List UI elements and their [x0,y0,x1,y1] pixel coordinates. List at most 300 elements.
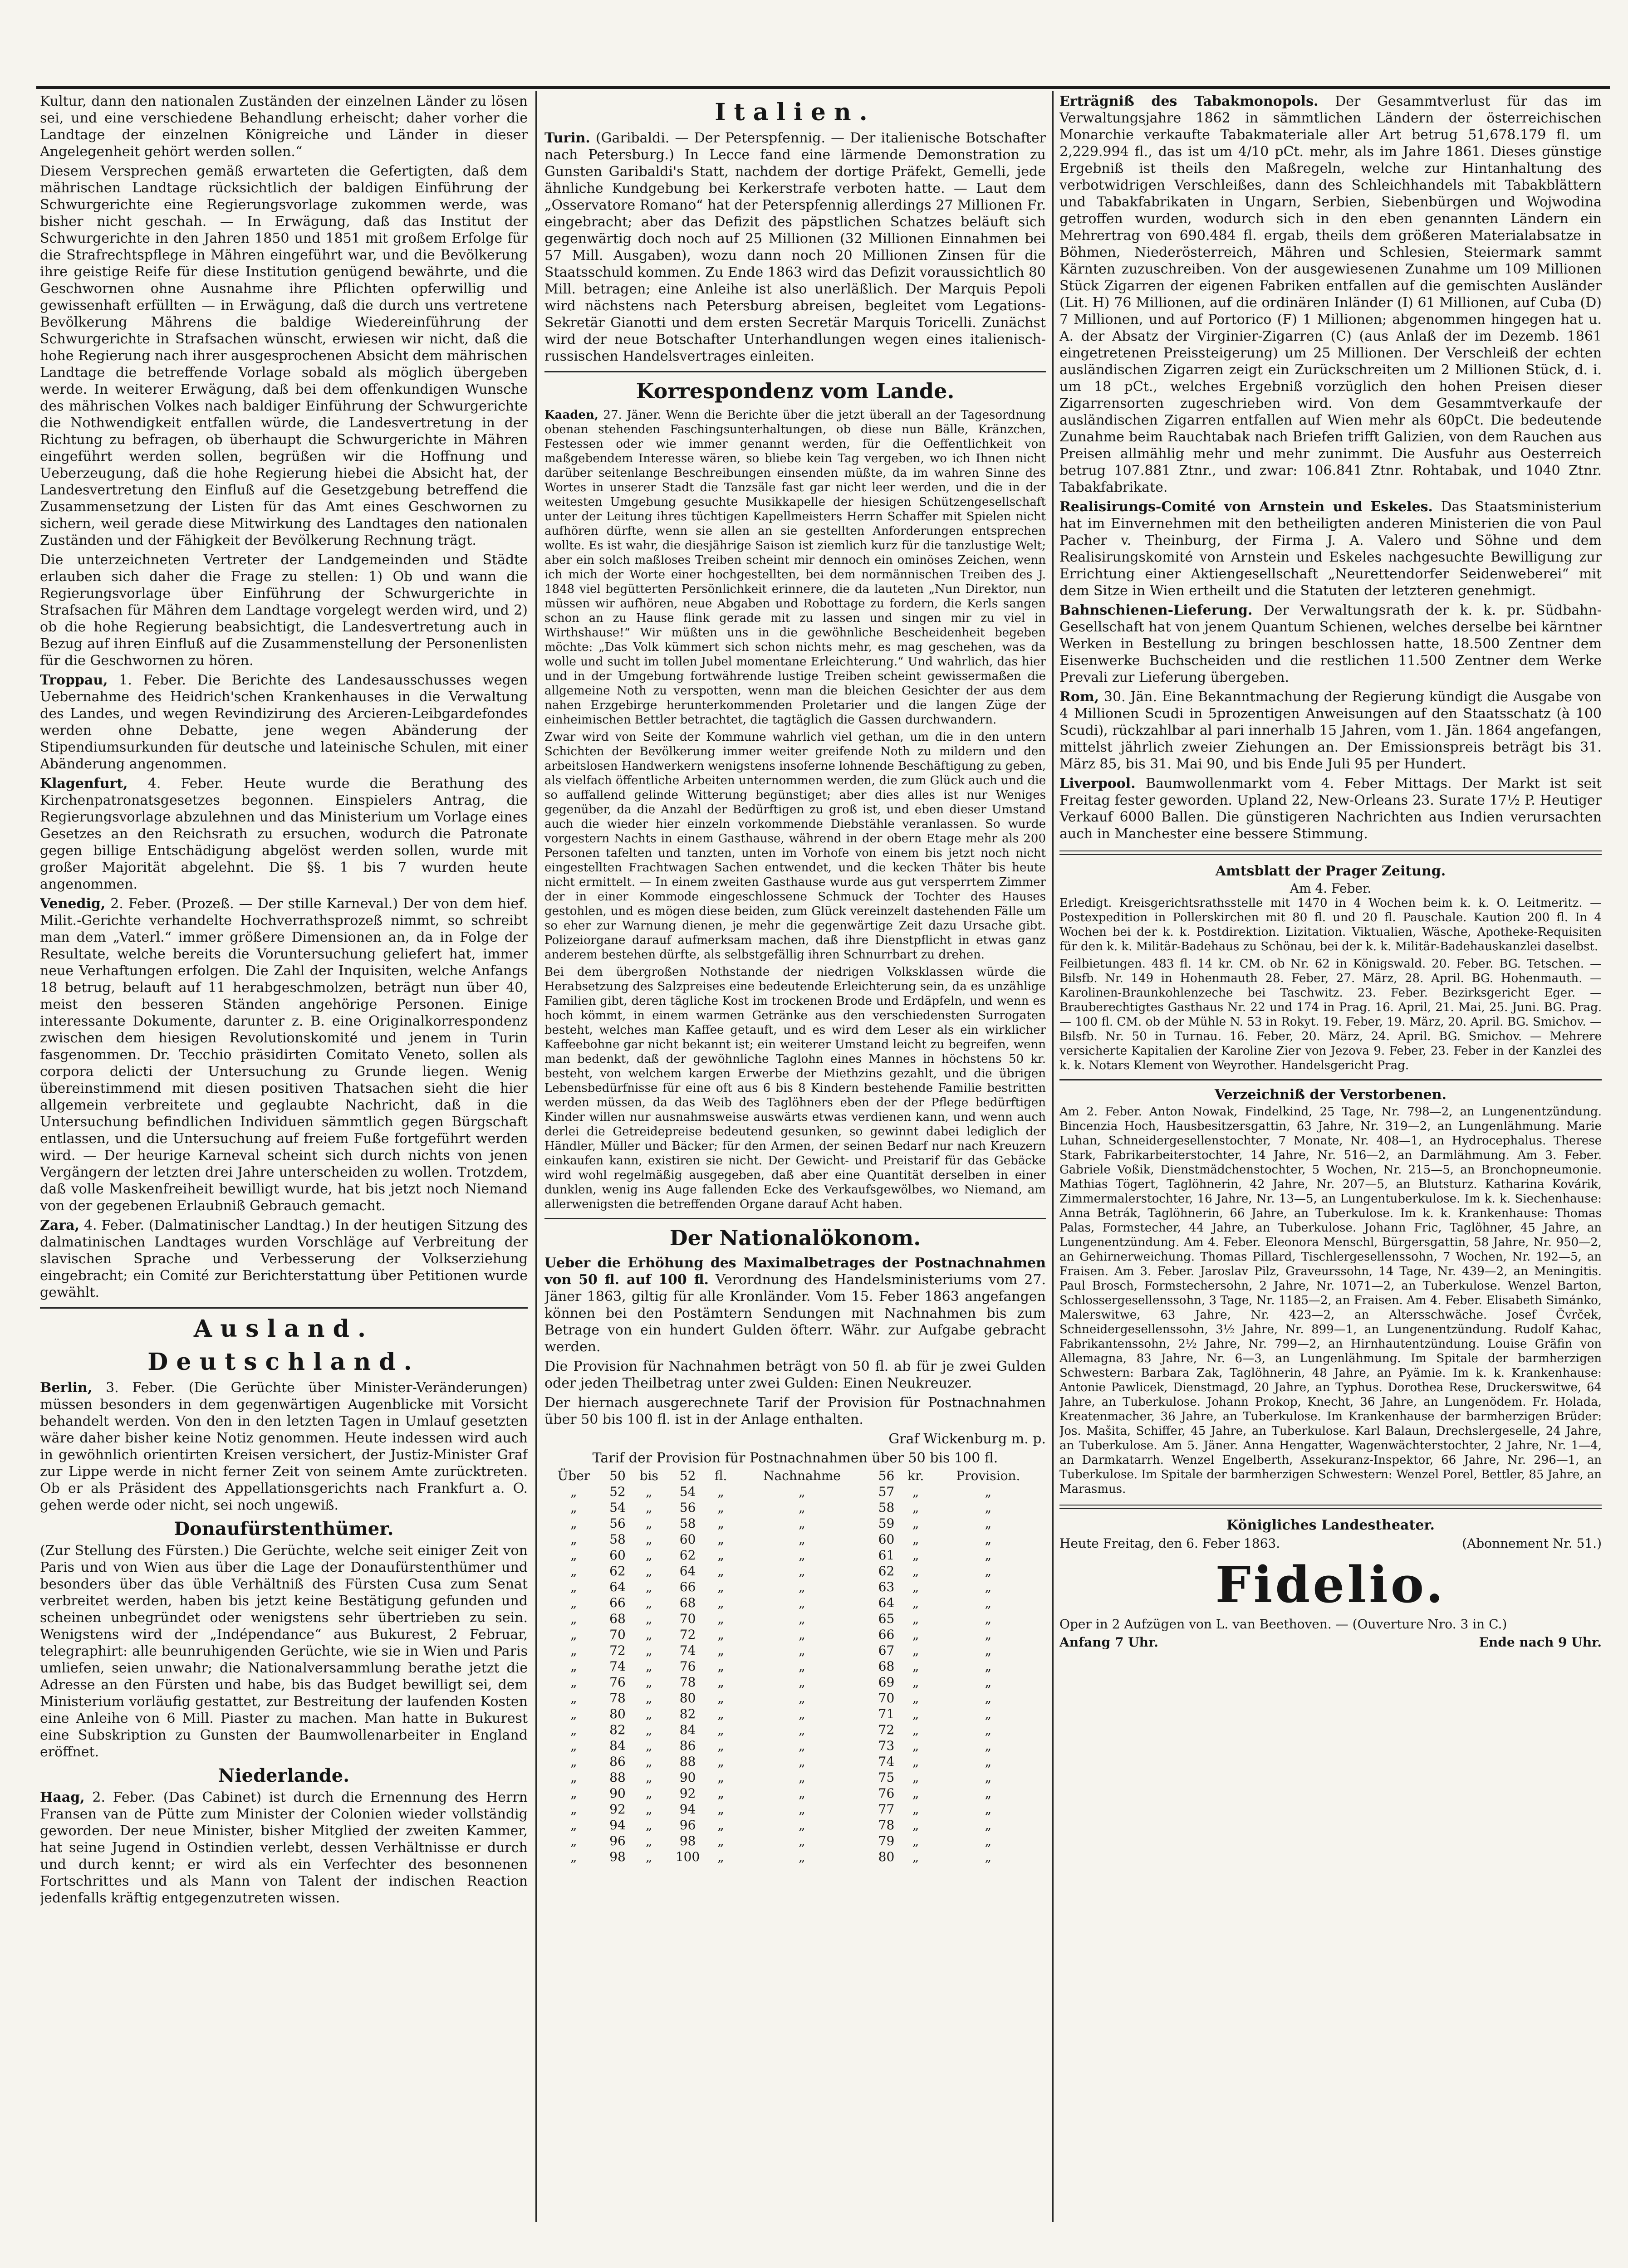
tarif-cell: „ [645,1532,652,1547]
turin-dateline: Turin. [544,130,590,146]
tarif-cell: „ [912,1754,919,1769]
tarif-cell: „ [570,1770,577,1785]
tarif-cell: „ [570,1627,577,1642]
ausland-heading: Ausland. [193,1315,374,1343]
tarif-row [544,1769,1046,1785]
tarif-cell: „ [799,1849,805,1864]
tarif-cell: „ [570,1643,577,1658]
tarif-row [544,1833,1046,1849]
zara-text: 4. Feber. (Dalmatinischer Landtag.) In der heutigen Sitzung des dalmatinischen Landtages wurden Vorschläge auf Verbreitung der slavischen Sprache und Verbesserung der Volkserziehung eingebracht; ein Comité zur Berichterstattung über Petitionen wurde gewählt. [40,1217,528,1300]
tarif-cell: 71 [878,1706,895,1721]
tarif-cell: „ [912,1500,919,1515]
troppau-dateline: Troppau, [40,672,108,688]
tarif-cell: „ [570,1579,577,1594]
tarif-cell: „ [570,1611,577,1626]
tarif-cell: „ [799,1833,805,1848]
donau-heading: Donaufürstenthümer. [174,1518,394,1540]
tarif-cell: 56 [679,1500,696,1515]
tarif-cell: „ [799,1611,805,1626]
bahn-article [1059,602,1602,686]
tarif-cell: „ [645,1818,652,1833]
tarif-cell: „ [985,1849,992,1864]
tarif-cell: „ [717,1484,724,1499]
tarif-cell: „ [985,1833,992,1848]
tarif-cell: „ [570,1722,577,1737]
column-rule-1 [535,91,537,2222]
tarif-cell: 82 [609,1722,626,1737]
section-divider [544,1218,1046,1219]
tarif-cell: „ [570,1500,577,1515]
tarif-cell: „ [645,1484,652,1499]
tarif-body [544,1484,1046,1865]
tarif-cell: 94 [609,1818,626,1833]
tarif-cell: „ [799,1595,805,1610]
tarif-cell: „ [645,1516,652,1531]
tarif-cell: „ [799,1627,805,1642]
tarif-cell: „ [717,1722,724,1737]
tarif-cell: „ [985,1754,992,1769]
kaaden-dateline: Kaaden, [544,408,598,422]
tarif-cell: „ [717,1548,724,1563]
tarif-row [544,1627,1046,1642]
tarif-cell: „ [985,1659,992,1674]
column-3 [1059,93,1602,2222]
tarif-cell: „ [985,1691,992,1706]
amtsblatt-date: Am 4. Feber. [1290,881,1372,896]
tarif-cell: „ [645,1722,652,1737]
bahn-lead: Bahnschienen-Lieferung. [1059,602,1253,618]
kaaden-article [544,408,1046,1212]
tarif-cell: „ [912,1548,919,1563]
tarif-row [544,1722,1046,1738]
natok-paragraph-2: Die Provision für Nachnahmen beträgt von 50 fl. ab für je zwei Gulden oder jeden Theilbetrag unter zwei Gulden: Einen Neukreuzer. [544,1359,1046,1391]
tarif-cell: „ [799,1754,805,1769]
tabak-lead: Erträgniß des Tabakmonopols. [1059,93,1319,109]
klagenfurt-article [40,775,528,893]
tarif-cell: „ [570,1849,577,1864]
tarif-cell: 68 [609,1611,626,1626]
tarif-cell: „ [717,1611,724,1626]
tarif-cell: „ [985,1579,992,1594]
tarif-cell: „ [645,1627,652,1642]
tarif-cell: „ [717,1691,724,1706]
tarif-cell: „ [799,1548,805,1563]
amtsblatt-body [1059,896,1602,1073]
kaaden-paragraph-3: Bei dem übergroßen Nothstande der niedrigen Volksklassen würde die Herabsetzung des Salzpreises eine bedeutende Erleichterung sein, da es unzählige Familien gibt, deren tägliche Kost im trockenen Brode und Erdäpfeln, und wenn es hoch kömmt, in einem warmen Getränke aus den verschiedensten Surrogaten besteht, welches man Kaffee getauft, und es wird dem Leser als ein wirklicher Kaffeebohne gar nicht bekannt ist; ein weiterer Umstand leicht zu begreifen, wenn man bedenkt, daß der gewöhnliche Taglohn eines Mannes in höchstens 50 kr. besteht, von welchem kargen Erwerbe der Miethzins gezahlt, und die übrigen Lebensbedürfnisse für eine oft aus 6 bis 8 Kindern bestehende Familie bestritten werden müssen, da das Weib des Taglöhners eben der der Pflege bedürftigen Kinder willen nur ausnahmsweise auswärts etwas verdienen kann, und wenn auch derlei die Getreidepreise bedeutend gesunken, so gewinnt dabei lediglich der Händler, Müller und Bäcker; für den Armen, der seinen Bedarf nur nach Kreuzern einkaufen kann, existiren sie nicht. Der Gewicht- und Preistarif für das Gebäcke wird wohl regelmäßig ausgegeben, daß aber eine Quantität derselben in einer dunklen, wenig ins Auge fallenden Ecke des Verkaufsgewölbes, wo Niemand, am allerwenigsten die betreffenden Organe darauf Acht haben. [544,965,1046,1211]
tarif-cell: „ [985,1643,992,1658]
tarif-cell: 70 [679,1611,696,1626]
tarif-cell: „ [985,1770,992,1785]
tarif-cell: 76 [679,1659,696,1674]
tarif-cell: 65 [878,1611,895,1626]
natok-signature: Graf Wickenburg m. p. [888,1431,1046,1447]
tarif-row [544,1611,1046,1627]
tarif-cell: „ [912,1627,919,1642]
tarif-cell: „ [717,1516,724,1531]
realisirung-text: Das Staatsministerium hat im Einvernehmen mit den betheiligten anderen Ministerien die von Paul Pacher v. Theinburg, der Firma J. A. Valero und Söhne und dem Realisirungskomité von Arnstein und Eskeles nachgesuchte Bewilligung zur Errichtung einer Aktiengesellschaft „Neurettendorfer Seidenweberei“ mit dem Sitze in Wien ertheilt und die Statuten der letzteren genehmigt. [1059,499,1602,599]
tarif-cell: „ [645,1738,652,1753]
natok-paragraph-3: Der hiernach ausgerechnete Tarif der Provision für Postnachnahmen über 50 bis 100 fl. ist in der Anlage enthalten. [544,1395,1046,1427]
section-divider [40,1307,528,1309]
tarif-cell: 57 [878,1484,895,1499]
tarif-cell: 66 [679,1579,696,1594]
tarif-cell: „ [570,1659,577,1674]
tarif-cell: 80 [609,1706,626,1721]
tarif-cell: „ [645,1786,652,1801]
tarif-cell: 74 [878,1754,895,1769]
tarif-cell: „ [799,1691,805,1706]
tarif-cell: „ [912,1532,919,1547]
tarif-cell: „ [912,1643,919,1658]
tarif-cell: „ [912,1849,919,1864]
turin-article [544,130,1046,365]
tarif-cell: „ [912,1706,919,1721]
tarif-cell: „ [799,1564,805,1579]
tarif-header-cell: kr. [907,1468,924,1483]
tarif-header-cell: bis [639,1468,658,1483]
tarif-row [544,1817,1046,1833]
tarif-cell: „ [570,1484,577,1499]
tarif-cell: 70 [609,1627,626,1642]
tarif-cell: „ [912,1786,919,1801]
tarif-header-row [544,1468,1046,1484]
tarif-cell: „ [912,1564,919,1579]
haag-dateline: Haag, [40,1789,85,1805]
klagenfurt-dateline: Klagenfurt, [40,776,128,792]
tarif-cell: „ [645,1849,652,1864]
tarif-cell: 88 [609,1770,626,1785]
tarif-cell: 70 [878,1691,895,1706]
tarif-row [544,1754,1046,1769]
column-rule-2 [1052,91,1054,2222]
tarif-heading: Tarif der Provision für Postnachnahmen über 50 bis 100 fl. [592,1450,998,1466]
tarif-row [544,1690,1046,1706]
berlin-dateline: Berlin, [40,1380,93,1396]
tarif-cell: 62 [609,1564,626,1579]
tarif-cell: „ [985,1818,992,1833]
turin-text: (Garibaldi. — Der Peterspfennig. — Der italienische Botschafter nach Petersburg.) In Lecce fand eine lärmende Demonstration zu Gunsten Garibaldi's Statt, nachdem der dortige Präfekt, Gemelli, jede ähnliche Kundgebung bei Kerkerstrafe verboten hatte. — Laut dem „Osservatore Romano“ hat der Peterspfennig allerdings 27 Millionen Fr. eingebracht; aber das Defizit des päpstlichen Schatzes beläuft sich gegenwärtig doch noch auf 25 Millionen (32 Millionen Einnahmen bei 57 Mill. Ausgaben), wozu dann noch 20 Millionen Zinsen für die Staatsschuld kommen. Zu Ende 1863 wird das Defizit voraussichtlich 80 Mill. betragen; eine Anleihe ist also unerläßlich. Der Marquis Pepoli wird nächstens nach Petersburg abreisen, begleitet vom Legations-Sekretär Gianotti und dem ersten Secretär Marquis Toricelli. Zunächst wird der neue Botschafter Unterhandlungen wegen eines italienisch-russischen Handelsvertrages einleiten. [544,130,1046,364]
tarif-cell: „ [717,1833,724,1848]
petition-paragraph-2: Die unterzeichneten Vertreter der Landgemeinden und Städte erlauben sich daher die Frage zu stellen: 1) Ob und wann die Regierungsvorlage über Einführung der Schwurgerichte in Strafsachen für Mähren dem Landtage vorgelegt werden wird, und 2) ob die hohe Regierung beabsichtigt, die Landesvertretung auch in Bezug auf ihren Einfluß auf die Zusammenstellung der Personenlisten für die Geschwornen zu hören. [40,552,528,669]
korrespondenz-heading: Korrespondenz vom Lande. [636,379,955,403]
tarif-cell: „ [570,1691,577,1706]
tarif-cell: „ [645,1706,652,1721]
tarif-cell: „ [645,1548,652,1563]
tarif-cell: 72 [878,1722,895,1737]
tarif-cell: „ [912,1484,919,1499]
tarif-cell: 63 [878,1579,895,1594]
tarif-cell: 84 [609,1738,626,1753]
tarif-cell: „ [645,1643,652,1658]
tarif-cell: 76 [878,1786,895,1801]
tarif-cell: 92 [679,1786,696,1801]
troppau-article [40,672,528,772]
tarif-cell: 76 [609,1675,626,1690]
theater-note [1059,1617,1602,1632]
tarif-cell: „ [570,1548,577,1563]
tarif-cell: „ [985,1532,992,1547]
tarif-cell: „ [799,1706,805,1721]
tarif-cell: „ [570,1706,577,1721]
tarif-cell: „ [912,1833,919,1848]
haag-text: 2. Feber. (Das Cabinet) ist durch die Ernennung des Herrn Fransen van de Pütte zum Minister der Colonien wieder vollständig geworden. Der neue Minister, bisher Mitglied der zweiten Kammer, hat seine Jugend in Ostindien verlebt, dessen Verhältnisse er durch und durch kennt; er wird als ein Verfechter des besonnenen Fortschrittes und als Mann von Talent der indischen Reaction jedenfalls kräftig entgegenzutreten wissen. [40,1789,528,1906]
tarif-cell: „ [717,1532,724,1547]
tarif-cell: „ [570,1754,577,1769]
tarif-cell: „ [645,1833,652,1848]
tarif-cell: 80 [878,1849,895,1864]
tarif-cell: „ [717,1738,724,1753]
venedig-article [40,895,528,1214]
tarif-cell: „ [799,1722,805,1737]
tarif-cell: „ [645,1675,652,1690]
tarif-cell: „ [717,1706,724,1721]
feilbietungen-text: Feilbietungen. 483 fl. 14 kr. CM. ob Nr. 62 in Königswald. 20. Feber. BG. Tetschen. — Bilsfb. Nr. 149 in Hohenmauth 28. Feber, 27. März, 28. April. BG. Hohenmauth. — Karolinen-Braunkohlenzeche bei Taschwitz. 23. Feber. Bezirksgericht Eger. — Brauberechtigtes Gasthaus Nr. 22 und 174 in Prag. 16. April, 21. Mai, 25. Juni. BG. Prag. — 100 fl. CM. ob der Mühle N. 53 in Rokyt. 19. Feber, 19. März, 20. April. BG. Smichov. — Bilsfb. Nr. 50 in Turnau. 16. Feber, 20. März, 24. April. BG. Smichov. — Mehrere versicherte Kapitalien der Karoline Zier von Jezova 9. Feber, 23. Feber in der Kanzlei des k. k. Notars Klement von Weyrother. Handelsgericht Prag. [1059,957,1602,1072]
tarif-cell: „ [570,1738,577,1753]
tarif-cell: 74 [609,1659,626,1674]
tarif-cell: „ [799,1516,805,1531]
tarif-cell: 62 [878,1564,895,1579]
tarif-header-cell: 50 [609,1468,626,1483]
tarif-cell: 84 [679,1722,696,1737]
tarif-cell: „ [570,1675,577,1690]
tarif-cell: „ [985,1611,992,1626]
natok-lead: Ueber die Erhöhung des Maximalbetrages der Postnachnahmen von 50 fl. auf 100 fl. [544,1255,1046,1288]
tarif-cell: 52 [609,1484,626,1499]
berlin-article [40,1379,528,1514]
tarif-cell: „ [912,1516,919,1531]
tarif-cell: „ [645,1500,652,1515]
tarif-cell: „ [985,1548,992,1563]
tarif-cell: 88 [679,1754,696,1769]
tarif-cell: „ [717,1802,724,1817]
tarif-cell: „ [717,1595,724,1610]
tarif-cell: „ [570,1786,577,1801]
tarif-cell: 56 [609,1516,626,1531]
tarif-row [544,1515,1046,1531]
nationaloekonom-heading: Der Nationalökonom. [669,1226,921,1250]
rom-dateline: Rom, [1059,689,1099,705]
tarif-cell: „ [799,1770,805,1785]
tarif-cell: 69 [878,1675,895,1690]
tarif-cell: „ [645,1754,652,1769]
tarif-cell: „ [985,1500,992,1515]
tarif-cell: 60 [878,1532,895,1547]
theater-heading: Königliches Landestheater. [1226,1517,1435,1533]
liverpool-text: Baumwollenmarkt vom 4. Feber Mittags. Der Markt ist seit Freitag fester geworden. Upland 22, New-Orleans 23. Surate 17½ P. Heutiger Verkauf 6000 Ballen. Die günstigeren Nachrichten aus Indien verursachten auch in Manchester eine bessere Stimmung. [1059,776,1602,842]
tarif-cell: „ [799,1786,805,1801]
tarif-cell: „ [717,1786,724,1801]
tarif-row [544,1642,1046,1658]
tarif-cell: „ [912,1595,919,1610]
tarif-cell: 61 [878,1548,895,1563]
liverpool-article [1059,775,1602,842]
theater-start: Anfang 7 Uhr. [1059,1635,1158,1650]
tarif-cell: „ [717,1564,724,1579]
tarif-cell: „ [645,1564,652,1579]
troppau-text: 1. Feber. Die Berichte des Landesausschusses wegen Uebernahme des Heidrich'schen Krankenhauses in die Verwaltung des Landes, und wegen Revindizirung des Arcieren-Leibgardefondes werden ohne Debatte, jene wegen Abänderung der Stipendiumsurkunden für deutsche und lateinische Schulen, mit einer Abänderung angenommen. [40,672,528,772]
tarif-cell: „ [799,1675,805,1690]
rom-article [1059,689,1602,772]
tarif-cell: 58 [609,1532,626,1547]
section-divider [1059,1505,1602,1509]
tarif-cell: 62 [679,1548,696,1563]
tarif-cell: „ [799,1484,805,1499]
tarif-row [544,1801,1046,1817]
tarif-cell: „ [570,1564,577,1579]
tarif-cell: „ [570,1833,577,1848]
tarif-cell: „ [799,1802,805,1817]
tarif-cell: „ [645,1659,652,1674]
natok-text: Verordnung des Handelsministeriums vom 27. Jäner 1863, giltig für alle Kronländer. Vom 15. Feber 1863 angefangen können bei den Postämtern Sendungen mit Nachnahmen bis zum Betrage von ein hundert Gulden öfterr. Währ. zur Aufgabe gebracht werden. [544,1272,1046,1355]
tarif-cell: „ [570,1516,577,1531]
zara-article [40,1217,528,1301]
tarif-row [544,1500,1046,1515]
tarif-cell: 80 [679,1691,696,1706]
tarif-cell: „ [985,1706,992,1721]
tarif-cell: „ [799,1659,805,1674]
tarif-row [544,1738,1046,1754]
tarif-cell: „ [717,1500,724,1515]
venedig-text: 2. Feber. (Prozeß. — Der stille Karneval.) Der von dem hief. Milit.-Gerichte verhandelte Hochverrathsprozeß nimmt, so schreibt man dem „Vaterl.“ immer größere Dimensionen an, da in Folge der Resultate, welche bereits die Voruntersuchung geliefert hat, immer neue Verhaftungen erfolgen. Die Zahl der Inquisiten, welche Anfangs 18 betrug, belauft auf 11 herabgeschmolzen, beträgt nun über 40, meist den besseren Ständen angehörige Personen. Einige interessante Dokumente, darunter z. B. eine Originalkorrespondenz zwischen dem hiesigen Revolutionskomité und jenem in Turin fasgenommen. Dr. Tecchio präsidirten Comitato Veneto, sollen als corpora delicti der Untersuchung zu Grunde liegen. Wenig übereinstimmend mit diesen positiven Thatsachen sieht die hier allgemein verbreitete und geglaubte Nachricht, daß in die Untersuchung befindlichen Individuen sämmtlich gegen Bürgschaft entlassen, und die Untersuchung auf freiem Fuße fortgeführt werden wird. — Der heurige Karneval scheint sich durch nichts von jenen Vergängern der letzten drei Jahre unterscheiden zu wollen. Trotzdem, daß volle Maskenfreiheit bewilligt wurde, hat bis jetzt noch Niemand von der gegebenen Erlaubniß Gebrauch gemacht. [40,896,528,1214]
tarif-cell: 54 [679,1484,696,1499]
tarif-cell: 72 [609,1643,626,1658]
tarif-cell: 77 [878,1802,895,1817]
realisirung-article [1059,499,1602,599]
realisirung-lead: Realisirungs-Comité von Arnstein und Eskeles. [1059,499,1433,515]
tarif-cell: „ [912,1818,919,1833]
tarif-header-cell: Über [557,1468,590,1483]
tarif-row [544,1531,1046,1547]
tarif-cell: „ [985,1627,992,1642]
tarif-cell: „ [717,1770,724,1785]
tarif-cell: 96 [679,1818,696,1833]
tarif-cell: „ [912,1579,919,1594]
tarif-cell: „ [912,1675,919,1690]
tarif-row [544,1674,1046,1690]
tarif-cell: 60 [609,1548,626,1563]
tarif-cell: „ [912,1802,919,1817]
tarif-row [544,1785,1046,1801]
tarif-cell: 60 [679,1532,696,1547]
klagenfurt-text: 4. Feber. Heute wurde die Berathung des Kirchenpatronatsgesetzes begonnen. Einspielers Antrag, die Regierungsvorlage abzulehnen und das Ministerium um Vorlage eines Gesetzes an den Reichsrath zu ersuchen, wodurch die Patronate gegen billige Entschädigung abgelöst werden sollen, wurde mit großer Majorität abgelehnt. Die §§. 1 bis 7 wurden heute angenommen. [40,776,528,892]
tarif-cell: 100 [675,1849,700,1864]
section-divider [1059,850,1602,855]
tarif-cell: 64 [679,1564,696,1579]
column-2 [544,93,1046,2222]
tarif-cell: „ [912,1722,919,1737]
tarif-cell: „ [799,1500,805,1515]
verstorbene-text: Am 2. Feber. Anton Nowak, Findelkind, 25 Tage, Nr. 798—2, an Lungenentzündung. Bincenzia Hoch, Hausbesitzersgattin, 63 Jahre, Nr. 319—2, an Lungenlähmung. Marie Luhan, Schneidergesellenstochter, 7 Monate, Nr. 408—1, an Hydrocephalus. Therese Stark, Fabrikarbeiterstochter, 14 Jahre, Nr. 516—2, an Darmlähmung. Am 3. Feber. Gabriele Voßik, Dienstmädchenstochter, 5 Wochen, Nr. 215—5, an Bronchopneumonie. Mathias Tögert, Taglöhnerin, 42 Jahre, Nr. 207—5, an Blutsturz. Katharina Kovárik, Zimmermalerstochter, 16 Jahre, Nr. 13—5, an Lungentuberkulose. Im k. k. Siechenhause: Anna Betrák, Taglöhnerin, 66 Jahre, an Tuberkulose. Im k. k. Krankenhause: Thomas Palas, Formstecher, 44 Jahre, an Tuberkulose. Johann Fric, Taglöhner, 45 Jahre, an Lungenentzündung. Am 4. Feber. Eleonora Menschl, Bürgersgattin, 58 Jahre, Nr. 950—2, an Gehirnerweichung. Thomas Pillard, Tischlergesellenssohn, 7 Wochen, Nr. 192—5, an Fraisen. Am 3. Feber. Jaroslav Pilz, Graveurssohn, 14 Tage, Nr. 439—2, an Meningitis. Paul Brosch, Formstechersohn, 2 Jahre, Nr. 1071—2, an Tuberkulose. Wenzel Barton, Schlossergesellenssohn, 3 Tage, Nr. 1185—2, an Fraisen. Am 4. Feber. Elisabeth Simánko, Malerswitwe, 63 Jahre, Nr. 423—2, an Altersschwäche. Josef Čvrček, Schneidergesellenssohn, 3½ Jahre, Nr. 899—1, an Lungenentzündung. Rudolf Kahac, Fabrikantenssohn, 2½ Jahre, Nr. 799—2, an Hirnhautentzündung. Louise Gräfin von Allemagna, 83 Jahre, Nr. 6—3, an Lungenlähmung. Im Spitale der barmherzigen Schwestern: Barbara Zak, Taglöhnerin, 48 Jahre, an Pyämie. Im k. k. Krankenhause: Antonie Pawlicek, Dienstmagd, 20 Jahre, an Typhus. Dorothea Rese, Druckerswitwe, 64 Jahre, an Tuberkulose. Johann Prokop, Knecht, 36 Jahre, an Lungenödem. Fr. Holada, Kreatenmacher, 36 Jahre, an Tuberkulose. Im Krankenhause der barmherzigen Brüder: Jos. Mašita, Schiffer, 45 Jahre, an Tuberkulose. Karl Balaun, Drechslergeselle, 24 Jahre, an Tuberkulose. Am 5. Jäner. Anna Hengatter, Wagenwächterstochter, 2 Jahre, Nr. 1—4, an Darmkatarrh. Wenzel Engelberth, Assekuranz-Inspektor, 66 Jahre, Nr. 296—1, an Tuberkulose. Im Spitale der barmherzigen Schwestern: Wenzel Porel, Bettler, 85 Jahre, an Marasmus. [1059,1105,1602,1496]
tarif-cell: „ [985,1738,992,1753]
tarif-cell: 78 [679,1675,696,1690]
tarif-cell: 64 [609,1579,626,1594]
tarif-cell: „ [799,1643,805,1658]
tarif-header-cell: Provision. [956,1468,1020,1483]
theater-abonnement: (Abonnement Nr. 51.) [1462,1536,1602,1551]
kaaden-paragraph-2: Zwar wird von Seite der Kommune wahrlich viel gethan, um die in den untern Schichten der Bevölkerung immer weiter greifende Noth zu mildern und den arbeitslosen Handwerkern wenigstens insoferne lohnende Beschäftigung zu geben, als vielfach öffentliche Arbeiten unternommen werden, die zum Glück auch und die so auffallend gelinde Witterung begünstiget; aber dies alles ist nur Weniges gegenüber, da die Anzahl der Bedürftigen zu groß ist, und eben dieser Umstand auch die wieder hier einzeln vorkommende Diebstähle veranlassen. So wurde vorgestern Nachts in einem Gasthause, während in der obern Etage mehr als 200 Personen tafelten und tanzten, unten im Vorhofe von einem bis jetzt noch nicht eingestellten Frachtwagen Sachen entwendet, und die kecken Thäter bis heute nicht ermittelt. — In einem zweiten Gasthause wurde aus gut versperrtem Zimmer der in einer Kommode eingeschlossene Schmuck der Tochter des Hauses gestohlen, und es mögen diese beiden, zum Glück vereinzelt dastehenden Fälle um so eher zur Warnung dienen, je mehr die gegenwärtige Zeit dazu Ursache gibt. Polizeiorgane darauf aufmerksam machen, daß ihre Dienstpflicht in etwas ganz anderem bestehen dürfte, als selbstgefällig ihren Schnurrbart zu drehen. [544,730,1046,962]
tarif-cell: „ [717,1849,724,1864]
natok-article [544,1255,1046,1355]
tarif-cell: 67 [878,1643,895,1658]
petition-paragraph-1: Diesem Versprechen gemäß erwarteten die Gefertigten, daß dem mährischen Landtage rücksichtlich der baldigen Einführung der Schwurgerichte eine Regierungsvorlage zukommen werde, was bisher nicht geschah. — In Erwägung, daß das Institut der Schwurgerichte in den Jahren 1850 und 1851 mit großem Erfolge für die Strafrechtspflege in Mähren eingeführt war, und die Bevölkerung ihre geistige Reife für diese Institution genügend bewährte, und die Geschwornen ohne Ausnahme ihre Pflichten opferwillig und gewissenhaft erfüllten — in Erwägung, daß die durch uns vertretene Bevölkerung Mährens die baldige Wiedereinführung der Schwurgerichte in Strafsachen wünscht, erwiesen wir nicht, daß die hohe Regierung nach ihrer ausgesprochenen Absicht dem mährischen Landtage die betreffende Vorlage sobald als möglich übergeben werde. In weiterer Erwägung, daß bei dem offenkundigen Wunsche des mährischen Volkes nach baldiger Einführung der Schwurgerichte die Nothwendigkeit entfallen würde, die Landesvertretung in der Richtung zu befragen, ob überhaupt die Schwurgerichte in Mähren eingeführt werden sollen, begrüßen wir die Hoffnung und Ueberzeugung, daß die hohe Regierung hiebei die Absicht hat, der Landesvertretung den Einfluß auf die Gesetzgebung betreffend die Zusammensetzung der Listen für das Amt eines Geschwornen zu sichern, weil gerade diese Mitwirkung des Landtages den nationalen Zuständen und der Fähigkeit der Bevölkerung Rechnung trägt. [40,163,528,548]
tarif-cell: 92 [609,1802,626,1817]
tarif-row [544,1547,1046,1563]
rom-text: 30. Jän. Eine Bekanntmachung der Regierung kündigt die Ausgabe von 4 Millionen Scudi in 5prozentigen Anweisungen auf den Staatsschatz (à 100 Scudi), rückzahlbar al pari innerhalb 15 Jahren, vom 1. Jän. 1864 angefangen, mittelst jährlich zweier Ziehungen an. Der Emissionspreis beträgt bis 31. März 85, bis 31. Mai 90, und bis Ende Juli 95 per Hundert. [1059,689,1602,772]
tarif-cell: 68 [679,1595,696,1610]
berlin-text: 3. Feber. (Die Gerüchte über Minister-Veränderungen) müssen besonders in dem gegenwärtigen Augenblicke mit Vorsicht behandelt werden. Von den in den letzten Tagen in Umlauf gesetzten wäre daher bisher keine Notiz genommen. Heute indessen wird auch in gewöhnlich orientirten Kreisen versichert, der Justiz-Minister Graf zur Lippe werde in nicht ferner Zeit von seinem Amte zurücktreten. Ob er als Präsident des Appellationsgerichts nach Frankfurt a. O. gehen werde oder nicht, sei noch ungewiß. [40,1380,528,1513]
tarif-cell: „ [985,1484,992,1499]
verstorbene-heading: Verzeichniß der Verstorbenen. [1215,1087,1447,1103]
tarif-header-cell: fl. [714,1468,727,1483]
verstorbene-body [1059,1105,1602,1496]
theater-date-row [1059,1536,1602,1551]
tarif-cell: 54 [609,1500,626,1515]
tarif-cell: „ [912,1691,919,1706]
tarif-cell: 59 [878,1516,895,1531]
tarif-cell: „ [985,1802,992,1817]
tarif-cell: „ [717,1627,724,1642]
tarif-cell: „ [717,1579,724,1594]
tarif-cell: 90 [679,1770,696,1785]
tarif-cell: 58 [679,1516,696,1531]
tarif-cell: „ [799,1818,805,1833]
tarif-cell: „ [912,1611,919,1626]
tarif-cell: „ [985,1595,992,1610]
tarif-cell: „ [799,1579,805,1594]
tarif-cell: 79 [878,1833,895,1848]
kaaden-paragraph-1 [544,408,1046,727]
tarif-header-cell: Nachnahme [763,1468,841,1483]
theater-note-text: Oper in 2 Aufzügen von L. van Beethoven. — (Ouverture Nro. 3 in C.) [1059,1617,1507,1632]
tarif-cell: 98 [609,1849,626,1864]
italien-heading: Italien. [715,98,876,126]
tarif-cell: 66 [878,1627,895,1642]
venedig-dateline: Venedig, [40,896,106,912]
tarif-cell: „ [985,1786,992,1801]
tarif-cell: „ [570,1595,577,1610]
niederlande-heading: Niederlande. [218,1765,350,1786]
bahn-text: Der Verwaltungsrath der k. k. pr. Südbahn-Gesellschaft hat von jenem Quantum Schienen, welches derselbe bei kärntner Werken in Bestellung zu bringen beschlossen hatte, 18.500 Zentner dem Eisenwerke Buchscheiden und die restlichen 11.500 Zentner dem Werke Prevali zur Lieferung übergeben. [1059,602,1602,685]
haag-article [40,1789,528,1906]
tarif-cell: 94 [679,1802,696,1817]
tarif-cell: „ [985,1564,992,1579]
tarif-cell: „ [717,1818,724,1833]
tarif-cell: „ [985,1722,992,1737]
theater-times [1059,1635,1602,1650]
tarif-row [544,1563,1046,1579]
tarif-row [544,1579,1046,1595]
tarif-cell: 78 [878,1818,895,1833]
tarif-header-cell: 56 [878,1468,895,1483]
tarif-cell: „ [645,1802,652,1817]
tarif-cell: „ [717,1643,724,1658]
tarif-row [544,1706,1046,1722]
tabak-text: Der Gesammtverlust für das im Verwaltungsjahre 1862 in sämmtlichen Ländern der österreichischen Monarchie verkaufte Tabakmateriale aller Art betrug 51,678.179 fl. um 2,229.994 fl., das ist um 4/10 pCt. mehr, als im Jahre 1861. Dieses günstige Ergebniß ist theils den Maßregeln, welche zur Hintanhaltung des verbotwidrigen Verschleißes, dann des Schleichhandels mit Tabakblättern und Tabakfabrikaten in Ungarn, Serbien, Siebenbürgen und Wojwodina getroffen wurden, wodurch sich in den eben genannten Ländern ein Mehrertrag von 690.484 fl. ergab, theils dem größeren Materialabsatze in Böhmen, Niederösterreich, Mähren und Schlesien, Steiermark sammt Kärnten zuzuschreiben. Von der ausgewiesenen Zunahme um 109 Millionen Stück Zigarren der eigenen Fabriken entfallen auf die gemischten Ausländer (Lit. H) 76 Millionen, auf die ordinären Inländer (I) 61 Millionen, auf Cuba (D) 7 Millionen, und auf Portorico (F) 1 Millionen; abgenommen hingegen hat u. A. der Absatz der Virginier-Zigarren (C) (aus Anlaß der im Dezemb. 1861 eingetretenen Preissteigerung) um 25 Millionen. Der Verschleiß der echten ausländischen Zigarren zeigt ein Zurückschreiten um 2 Millionen Stück, d. i. um 18 pCt., welches Ergebniß vorzüglich den hohen Preisen dieser Zigarrensorten zugeschrieben wird. Von dem Gesammtverkaufe der ausländischen Zigarren entfallen auf Wien mehr als 60pCt. Die bedeutende Zunahme beim Rauchtabak nach Briefen trifft Galizien, von dem Rauchen aus Preisen allmählig mehr und mehr zunimmt. Die Ausfuhr aus Oesterreich betrug 107.881 Ztnr., und zwar: 106.841 Ztnr. Rohtabak, und 1040 Ztnr. Tabakfabrikate. [1059,93,1602,495]
tarif-cell: „ [645,1770,652,1785]
tarif-cell: „ [717,1675,724,1690]
top-rule [36,86,1610,89]
section-divider [544,371,1046,372]
tarif-cell: „ [912,1738,919,1753]
intro-paragraph: Kultur, dann den nationalen Zuständen der einzelnen Länder zu lösen sei, und eine verschiedene Behandlung erheischt; daher vorher die Landtage der einzelnen Königreiche und Länder in dieser Angelegenheit gehört werden sollen.“ [40,93,528,160]
tarif-row [544,1595,1046,1611]
tarif-header-cell: 52 [679,1468,696,1483]
tarif-cell: 86 [609,1754,626,1769]
deutschland-heading: Deutschland. [147,1348,420,1376]
tarif-cell: „ [985,1516,992,1531]
tarif-cell: „ [799,1532,805,1547]
tarif-cell: „ [645,1611,652,1626]
